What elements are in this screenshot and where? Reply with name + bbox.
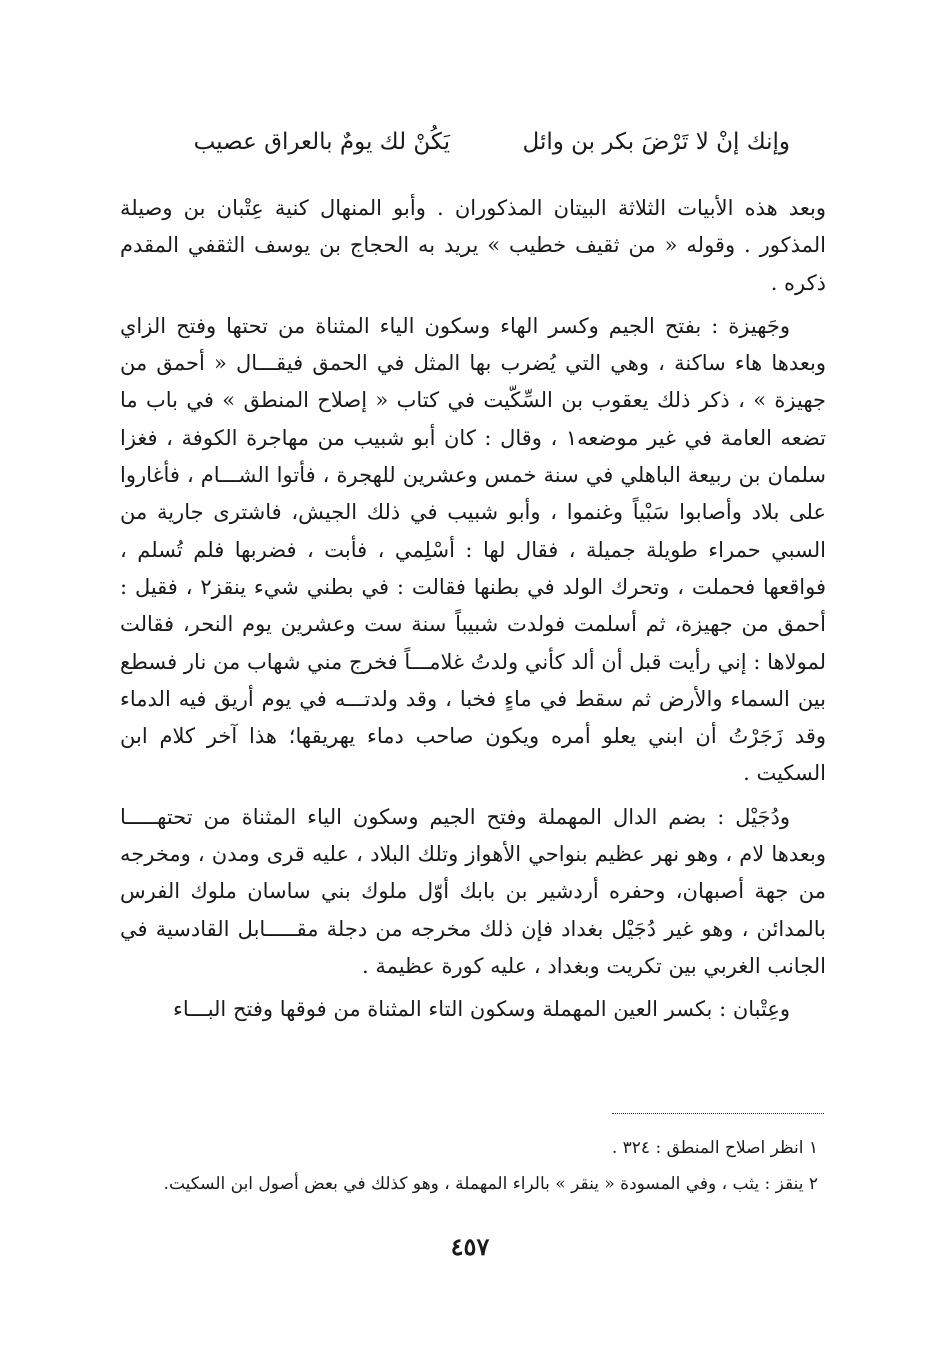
- verse-second-hemistich: يَكُنْ لك يومٌ بالعراق عصيب: [193, 129, 450, 155]
- paragraph-jahiza: وجَهيزة : بفتح الجيم وكسر الهاء وسكون الياء المثناة من تحتها وفتح الزاي وبعدها هاء ساكنة ، وهي التي يُضرب بها المثل في الحمق فيقـــال « أحمق من جهيزة » ، ذكر ذلك يعقوب بن السِّكّيت في كتاب « إصلاح المنطق » في باب ما تضعه العامة في غير موضعه١ ، وقال : كان أبو شبيب من مهاجرة الكوفة ، فغزا سلمان بن ربيعة الباهلي في سنة خمس وعشرين للهجرة ، فأتوا الشـــام ، فأغاروا على بلاد وأصابوا سَبْياً وغنموا ، وأبو شبيب في ذلك الجيش، فاشترى جارية من السبي حمراء طويلة جميلة ، فقال لها : أسْلِمي ، فأبت ، فضربها فلم تُسلم ، فواقعها فحملت ، وتحرك الولد في بطنها فقالت : في بطني شيء ينقز٢ ، فقيل : أحمق من جهيزة، ثم أسلمت فولدت شبيباً سنة ست وعشرين يوم النحر، فقالت لمولاها : إني رأيت قبل أن ألد كأني ولدتُ غلامـــاً فخرج مني شهاب من نار فسطع بين السماء والأرض ثم سقط في ماءٍ فخبا ، وقد ولدتـــه في يوم أريق فيه الدماء وقد زَجَرْتُ أن ابني يعلو أمره ويكون صاحب دماء يهريقها؛ هذا آخر كلام ابن السكيت .: [120, 313, 827, 786]
- page-number: ٤٥٧: [450, 1232, 490, 1261]
- verse-first-hemistich: وإنك إنْ لا تَرْضَ بكر بن وائل: [522, 129, 790, 155]
- body-text: [120, 190, 826, 1029]
- footnote-2: ٢ ينقز : يثب ، وفي المسودة « ينقر » بالراء المهملة ، وهو كذلك في بعض أصول ابن السكيت.: [163, 1174, 818, 1194]
- paragraph-dujail: ودُجَيْل : بضم الدال المهملة وفتح الجيم وسكون الياء المثناة من تحتهـــــا وبعدها لام ، وهو نهر عظيم بنواحي الأهواز وتلك البلاد ، عليه قرى ومدن ، ومخرجه من جهة أصبهان، وحفره أردشير بن بابك أوّل ملوك بني ساسان ملوك الفرس بالمدائن ، وهو غير دُجَيْل بغداد فإن ذلك مخرجه من دجلة مقـــــابل القادسية في الجانب الغربي بين تكريت وبغداد ، عليه كورة عظيمة .: [120, 804, 826, 978]
- paragraph-itban: وعِتْبان : بكسر العين المهملة وسكون التاء المثناة من فوقها وفتح البـــاء: [172, 997, 790, 1022]
- footnote-1: ١ انظر اصلاح المنطق : ٣٢٤ .: [611, 1138, 818, 1158]
- footnotes: [120, 1130, 818, 1202]
- paragraph-abu-minhal: وبعد هذه الأبيات الثلاثة البيتان المذكوران . وأبو المنهال كنية عِتْبان بن وصيلة المذكور . وقوله « من ثقيف خطيب » يريد به الحجاج بن يوسف الثقفي المقدم ذكره .: [120, 196, 826, 295]
- footnote-divider: [612, 1113, 824, 1114]
- poem-verse: [150, 122, 790, 166]
